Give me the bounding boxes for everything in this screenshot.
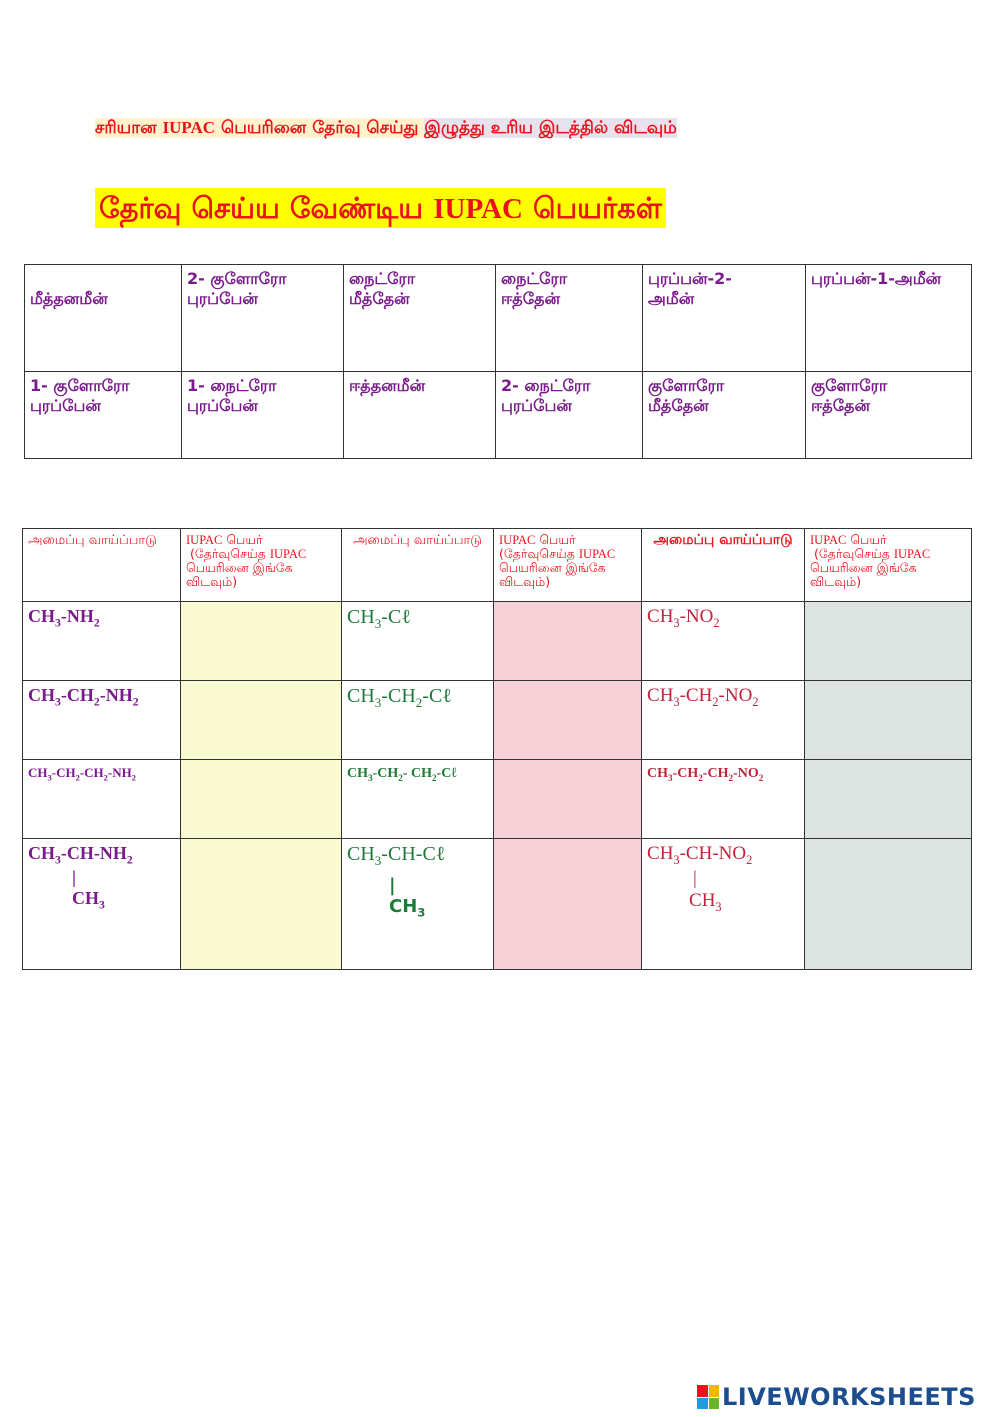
matching-row <box>23 839 972 970</box>
matching-row <box>23 602 972 681</box>
branch-bond: | <box>389 875 396 896</box>
drop-zone[interactable] <box>805 681 972 760</box>
formula: $CH_3-C\ell$ <box>347 606 411 631</box>
matching-row <box>23 760 972 839</box>
branch-bond: | <box>72 866 76 887</box>
formula-cell <box>642 602 805 681</box>
header-iupac-name: IUPAC பெயர் (தேர்வுசெய்த IUPAC பெயரினை இங்கே விடவும்) <box>494 529 642 602</box>
draggable-name[interactable]: நைட்ரோ மீத்தேன் <box>344 265 496 372</box>
drop-zone[interactable] <box>181 602 342 681</box>
drop-zone[interactable] <box>805 760 972 839</box>
liveworksheets-logo <box>697 1384 976 1410</box>
draggable-name[interactable]: 2- குளோரோ புரப்பேன் <box>182 265 344 372</box>
drop-zone[interactable] <box>494 839 642 970</box>
drop-zone[interactable] <box>805 839 972 970</box>
header-structure: அமைப்பு வாய்ப்பாடு <box>342 529 494 602</box>
formula: $CH_3-CH-C\ell$ <box>347 843 446 868</box>
formula-cell <box>23 760 181 839</box>
formula: $CH_3-CH_2-C\ell$ <box>347 685 452 710</box>
header-iupac-name: IUPAC பெயர் (தேர்வுசெய்த IUPAC பெயரினை இங்கே விடவும்) <box>181 529 342 602</box>
formula-cell <box>642 839 805 970</box>
draggable-name[interactable]: புரப்பன்-2- அமீன் <box>643 265 806 372</box>
formula: $CH_3-CH-NO_2$ <box>647 843 753 867</box>
formula-cell <box>642 760 805 839</box>
logo-text: LIVEWORKSHEETS <box>722 1383 976 1411</box>
formula: $CH_3-NO_2$ <box>647 606 720 630</box>
logo-icon <box>697 1385 719 1409</box>
drop-zone[interactable] <box>181 760 342 839</box>
branch-group: $CH_3$ <box>389 896 426 920</box>
names-row <box>25 265 972 372</box>
drop-zone[interactable] <box>805 602 972 681</box>
draggable-name[interactable]: ஈத்தனமீன் <box>344 372 496 459</box>
formula: $CH_3-CH_2-CH_2-NO_2$ <box>647 766 764 783</box>
names-heading: தேர்வு செய்ய வேண்டிய IUPAC பெயர்கள் <box>95 188 666 228</box>
formula-cell <box>23 839 181 970</box>
drop-zone[interactable] <box>494 602 642 681</box>
matching-row <box>23 681 972 760</box>
instruction-part2: இழுத்து உரிய இடத்தில் விடவும் <box>424 118 677 138</box>
draggable-name[interactable]: மீத்தனமீன் <box>25 265 182 372</box>
branch-bond: | <box>693 867 697 889</box>
drop-zone[interactable] <box>181 681 342 760</box>
instruction-part1: சரியான IUPAC பெயரினை தேர்வு செய்து <box>95 118 425 138</box>
formula-cell <box>23 602 181 681</box>
formula-cell <box>342 681 494 760</box>
formula: $CH_3-CH_2-$ $CH_2-C\ell$ <box>347 766 457 783</box>
names-bank <box>24 264 972 459</box>
draggable-name[interactable]: குளோரோ மீத்தேன் <box>643 372 806 459</box>
formula: $CH_3-NH_2$ <box>28 606 100 630</box>
drop-zone[interactable] <box>494 681 642 760</box>
formula: $CH_3-CH_2-CH_2-NH_2$ <box>28 765 136 783</box>
drop-zone[interactable] <box>494 760 642 839</box>
formula-cell <box>342 839 494 970</box>
draggable-name[interactable]: குளோரோ ஈத்தேன் <box>806 372 972 459</box>
draggable-name[interactable]: 2- நைட்ரோ புரப்பேன் <box>496 372 643 459</box>
formula-cell <box>642 681 805 760</box>
matching-table <box>22 528 972 970</box>
formula-cell <box>342 760 494 839</box>
formula: $CH_3-CH_2-NH_2$ <box>28 685 139 709</box>
formula: $CH_3-CH-NH_2$ <box>28 843 133 867</box>
drop-zone[interactable] <box>181 839 342 970</box>
draggable-name[interactable]: நைட்ரோ ஈத்தேன் <box>496 265 643 372</box>
matching-header-row <box>23 529 972 602</box>
branch-group: $CH_3$ <box>72 887 105 912</box>
instruction-text <box>95 118 677 140</box>
formula-cell <box>342 602 494 681</box>
names-row <box>25 372 972 459</box>
header-structure: அமைப்பு வாய்ப்பாடு <box>642 529 805 602</box>
header-iupac-name: IUPAC பெயர் (தேர்வுசெய்த IUPAC பெயரினை இங்கே விடவும்) <box>805 529 972 602</box>
draggable-name[interactable]: 1- குளோரோ புரப்பேன் <box>25 372 182 459</box>
draggable-name[interactable]: 1- நைட்ரோ புரப்பேன் <box>182 372 344 459</box>
branch-group: $CH_3$ <box>689 889 722 914</box>
formula-cell <box>23 681 181 760</box>
header-structure: அமைப்பு வாய்ப்பாடு <box>23 529 181 602</box>
draggable-name[interactable]: புரப்பன்-1-அமீன் <box>806 265 972 372</box>
formula: $CH_3-CH_2-NO_2$ <box>647 685 759 709</box>
